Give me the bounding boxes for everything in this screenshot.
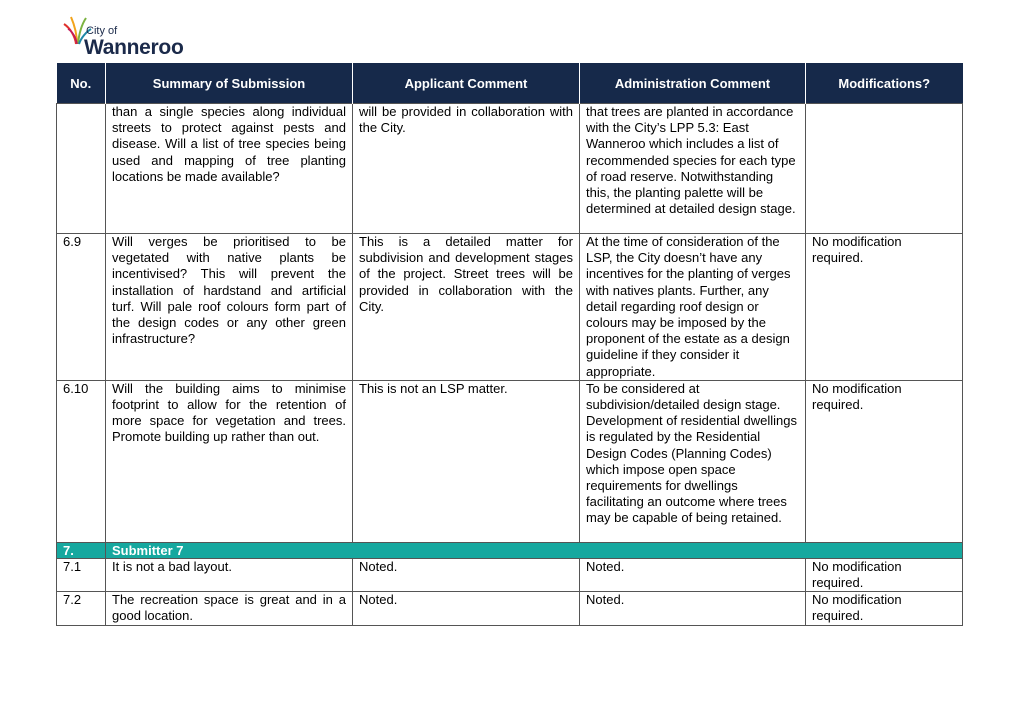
cell-admin: Noted. xyxy=(580,558,806,591)
cell-applicant: Noted. xyxy=(353,592,580,625)
cell-mod: No modification required. xyxy=(806,592,963,625)
cell-no: 6.9 xyxy=(57,234,106,381)
cell-summary: Will the building aims to minimise footprint to allow for the retention of more space for vegetation and trees. Promote building up rather than out. xyxy=(106,380,353,542)
submitter-name: Submitter 7 xyxy=(106,542,353,558)
header-applicant: Applicant Comment xyxy=(353,63,580,104)
cell-mod xyxy=(806,104,963,234)
cell-mod: No modification required. xyxy=(806,558,963,591)
table-row xyxy=(57,592,963,625)
cell-applicant: This is a detailed matter for subdivision and development stages of the project. Street trees will be provided in collaboration with the City. xyxy=(353,234,580,381)
submitter-blank xyxy=(580,542,806,558)
cell-mod: No modification required. xyxy=(806,380,963,542)
cell-applicant: Noted. xyxy=(353,558,580,591)
table-row xyxy=(57,558,963,591)
cell-no: 7.2 xyxy=(57,592,106,625)
header-modifications: Modifications? xyxy=(806,63,963,104)
cell-no: 7.1 xyxy=(57,558,106,591)
logo-line2: Wanneroo xyxy=(84,36,184,59)
header-admin: Administration Comment xyxy=(580,63,806,104)
submitter-row xyxy=(57,542,963,558)
submitter-no: 7. xyxy=(57,542,106,558)
submissions-table xyxy=(56,63,963,626)
cell-summary: Will verges be prioritised to be vegetated with native plants be incentivised? This will prevent the installation of hardstand and artificial turf. Will pale roof colours form part of the design codes or any other green infrastructure? xyxy=(106,234,353,381)
cell-summary: than a single species along individual streets to protect against pests and disease. Will a list of tree species being used and mapping of tree planting locations be made available? xyxy=(106,104,353,234)
cell-summary: It is not a bad layout. xyxy=(106,558,353,591)
cell-applicant: This is not an LSP matter. xyxy=(353,380,580,542)
table-row xyxy=(57,104,963,234)
header-row xyxy=(57,63,963,104)
table-row xyxy=(57,234,963,381)
logo-line1: City of xyxy=(86,25,118,37)
header-summary: Summary of Submission xyxy=(106,63,353,104)
cell-summary: The recreation space is great and in a good location. xyxy=(106,592,353,625)
cell-admin: To be considered at subdivision/detailed design stage. Development of residential dwellings is regulated by the Residential Design Codes (Planning Codes) which impose open space requirements for dwellings facilitating an outcome where trees may be capable of being retained. xyxy=(580,380,806,542)
cell-admin: At the time of consideration of the LSP, the City doesn’t have any incentives for the planting of verges with natives plants. Further, any detail regarding roof design or colours may be imposed by the proponent of the estate as a design guideline if they consider it appropriate. xyxy=(580,234,806,381)
cell-no: 6.10 xyxy=(57,380,106,542)
cell-admin: that trees are planted in accordance with the City’s LPP 5.3: East Wanneroo which includes a list of recommended species for each type of road reserve. Notwithstanding this, the planting palette will be determined at detailed design stage. xyxy=(580,104,806,234)
cell-mod: No modification required. xyxy=(806,234,963,381)
table-row xyxy=(57,380,963,542)
submitter-blank xyxy=(806,542,963,558)
submitter-blank xyxy=(353,542,580,558)
city-logo xyxy=(62,14,202,60)
cell-admin: Noted. xyxy=(580,592,806,625)
cell-no xyxy=(57,104,106,234)
cell-applicant: will be provided in collaboration with the City. xyxy=(353,104,580,234)
header-no: No. xyxy=(57,63,106,104)
